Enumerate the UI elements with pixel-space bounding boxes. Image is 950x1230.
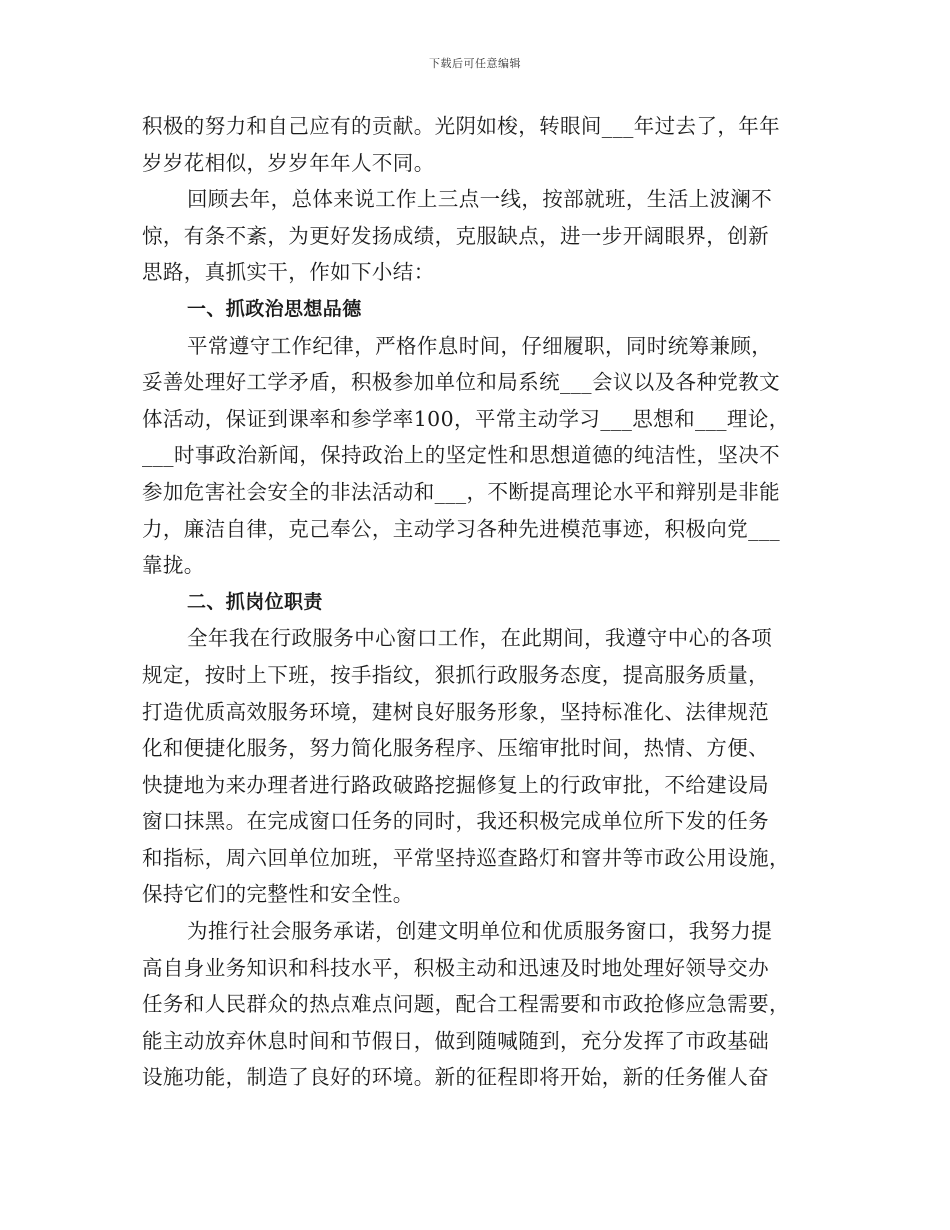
text-line: 妥善处理好工学矛盾，积极参加单位和局系统___会议以及各种党教文 bbox=[142, 370, 781, 395]
paragraph-start: 平常遵守工作纪律，严格作息时间，仔细履职，同时统筹兼顾， bbox=[187, 333, 773, 358]
document-body bbox=[142, 108, 822, 1096]
text-line: 靠拢。 bbox=[142, 553, 205, 578]
paragraph-start: 全年我在行政服务中心窗口工作，在此期间，我遵守中心的各项 bbox=[187, 626, 773, 651]
paragraph-start: 为推行社会服务承诺，创建文明单位和优质服务窗口，我努力提 bbox=[187, 919, 773, 944]
text-line: 打造优质高效服务环境，建树良好服务形象，坚持标准化、法律规范 bbox=[142, 699, 769, 724]
text-line: 和指标，周六回单位加班，平常坚持巡查路灯和窨井等市政公用设施， bbox=[142, 845, 790, 870]
section-heading-2: 二、抓岗位职责 bbox=[187, 590, 323, 613]
text-line: 岁岁花相似，岁岁年年人不同。 bbox=[142, 150, 435, 175]
text-line: 高自身业务知识和科技水平，积极主动和迅速及时地处理好领导交办 bbox=[142, 955, 769, 980]
text-line: ___时事政治新闻，保持政治上的坚定性和思想道德的纯洁性，坚决不 bbox=[142, 443, 781, 468]
text-line: 保持它们的完整性和安全性。 bbox=[142, 882, 414, 907]
page-header: 下载后可任意编辑 bbox=[429, 57, 521, 70]
text-line: 思路，真抓实干，作如下小结： bbox=[142, 260, 435, 285]
text-line: 体活动，保证到课率和参学率100，平常主动学习___思想和___理论， bbox=[142, 406, 790, 431]
paragraph-start: 回顾去年，总体来说工作上三点一线，按部就班，生活上波澜不 bbox=[187, 187, 773, 212]
text-line: 窗口抹黑。在完成窗口任务的同时，我还积极完成单位所下发的任务 bbox=[142, 809, 769, 834]
text-line: 化和便捷化服务，努力简化服务程序、压缩审批时间，热情、方便、 bbox=[142, 736, 769, 761]
text-line: 力，廉洁自律，克己奉公，主动学习各种先进模范事迹，积极向党___ bbox=[142, 516, 781, 541]
text-line: 快捷地为来办理者进行路政破路挖掘修复上的行政审批，不给建设局 bbox=[142, 772, 769, 797]
text-line: 积极的努力和自己应有的贡献。光阴如梭，转眼间___年过去了，年年 bbox=[142, 114, 781, 138]
text-line: 参加危害社会安全的非法活动和___，不断提高理论水平和辩别是非能 bbox=[142, 479, 781, 504]
section-heading-1: 一、抓政治思想品德 bbox=[187, 297, 362, 320]
text-line: 设施功能，制造了良好的环境。新的征程即将开始，新的任务催人奋 bbox=[142, 1065, 769, 1090]
text-line: 能主动放弃休息时间和节假日，做到随喊随到，充分发挥了市政基础 bbox=[142, 1028, 769, 1053]
text-line: 规定，按时上下班，按手指纹，狠抓行政服务态度，提高服务质量， bbox=[142, 662, 769, 687]
text-line: 任务和人民群众的热点难点问题，配合工程需要和市政抢修应急需要， bbox=[142, 992, 790, 1017]
text-line: 惊，有条不紊，为更好发扬成绩，克服缺点，进一步开阔眼界，创新 bbox=[142, 223, 769, 248]
